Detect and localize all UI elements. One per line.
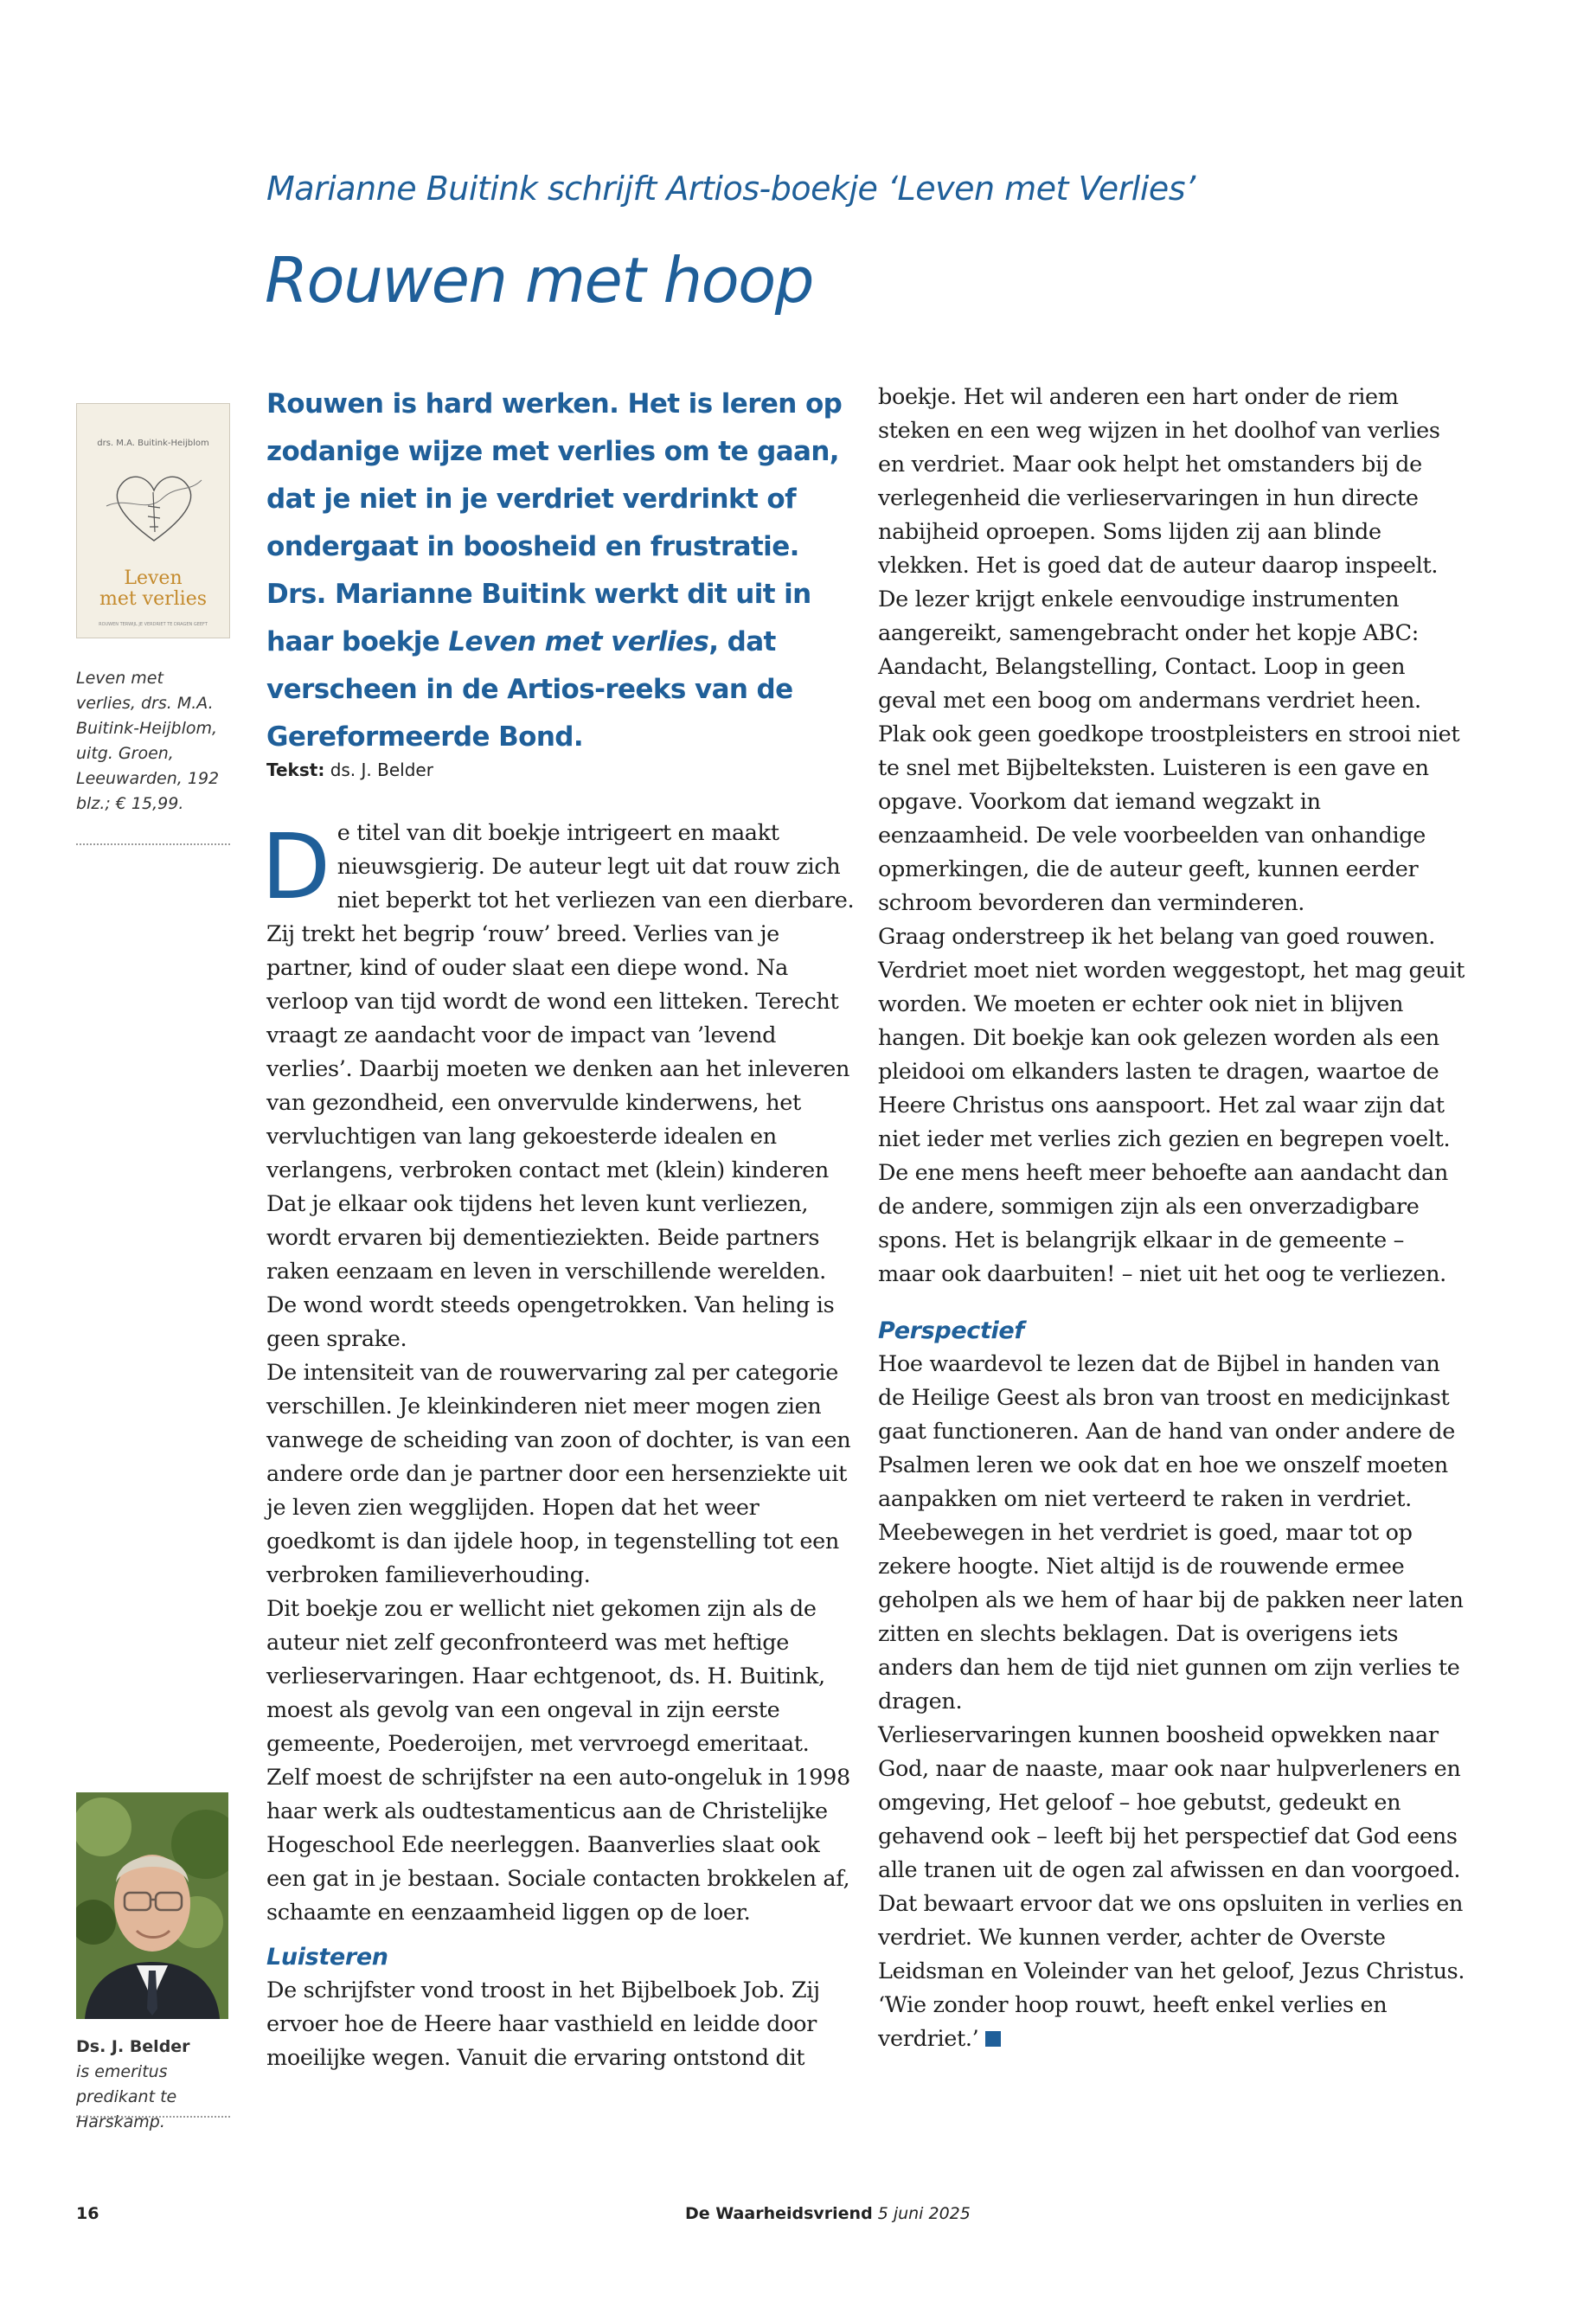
- book-cover-title: Leven met verlies: [99, 567, 208, 610]
- body-column-left: [261, 814, 855, 2075]
- publication-footer: De Waarheidsvriend 5 juni 2025: [685, 2204, 971, 2223]
- article-lead: Rouwen is hard werken. Het is leren op zodanige wijze met verlies om te gaan, dat je niet in je verdriet verdrinkt of ondergaat in boosheid en frustratie. Drs. Marianne Buitink werkt dit uit in haar boekje Leven met verlies, dat verscheen in de Artios-reeks van de Gereformeerde Bond.: [266, 388, 843, 753]
- author-name: Ds. J. Belder: [76, 2037, 190, 2056]
- paragraph: Verlieservaringen kunnen boosheid opwekken naar God, naar de naaste, maar ook naar hulpverleners en omgeving, Het geloof – hoe gebutst, gedeukt en gehavend ook – leeft bij het perspectief dat God eens alle tranen uit de ogen zal afwissen en dan voorgoed. Dat bewaart ervoor dat we ons opsluiten in verlies en verdriet. We kunnen verder, achter de Overste Leidsman en Voleinder van het geloof, Jezus Christus. ‘Wie zonder hoop rouwt, heeft enkel verlies en verdriet.’: [878, 1722, 1465, 2052]
- book-cover-author: drs. M.A. Buitink-Heijblom: [97, 439, 209, 448]
- article-byline: Tekst: ds. J. Belder: [266, 760, 433, 780]
- paragraph: De schrijfster vond troost in het Bijbelboek Job. Zij ervoer hoe de Heere haar vasthield en leidde door moeilijke wegen. Vanuit die ervaring ontstond dit: [266, 1977, 820, 2071]
- book-cover-subtitle: ROUWEN TERWIJL JE VERDRIET TE DRAGEN GEEFT: [99, 622, 208, 627]
- caption-divider: [76, 843, 230, 845]
- paragraph: Graag onderstreep ik het belang van goed rouwen. Verdriet moet niet worden weggestopt, het mag geuit worden. We moeten er echter ook niet in blijven hangen. Dit boekje kan ook gelezen worden als een pleidooi om elkanders lasten te dragen, waartoe de Heere Christus ons aanspoort. Het zal waar zijn dat niet ieder met verlies zich gezien en begrepen voelt. De ene mens heeft meer behoefte aan aandacht dan de andere, sommigen zijn als een onverzadigbare spons. Het is belangrijk elkaar in de gemeente – maar ook daarbuiten! – niet uit het oog te verliezen.: [878, 924, 1465, 1287]
- paragraph: Dit boekje zou er wellicht niet gekomen zijn als de auteur niet zelf geconfronteerd was met heftige verlieservaringen. Haar echtgenoot, ds. H. Buitink, moest als gevolg van een ongeval in zijn eerste gemeente, Poederoijen, met vervroegd emeritaat. Zelf moest de schrijfster na een auto-ongeluk in 1998 haar werk als oudtestamenticus aan de Christelijke Hogeschool Ede neerleggen. Baanverlies slaat ook een gat in je bestaan. Sociale contacten brokkelen af, schaamte en eenzaamheid liggen op de loer.: [266, 1596, 850, 1926]
- book-cover-image: [76, 403, 230, 638]
- paragraph: De intensiteit van de rouwervaring zal per categorie verschillen. Je kleinkinderen niet meer mogen zien vanwege de scheiding van zoon of dochter, is van een andere orde dan je partner door een hersenziekte uit je leven zien wegglijden. Hopen dat het weer goedkomt is dan ijdele hoop, in tegenstelling tot een verbroken familieverhouding.: [266, 1360, 851, 1588]
- end-mark-icon: [985, 2031, 1001, 2047]
- article-kicker: Marianne Buitink schrijft Artios-boekje ‘Leven met Verlies’: [266, 170, 1195, 208]
- subheading-perspectief: Perspectief: [878, 1317, 1024, 1344]
- author-photo: [76, 1792, 228, 2019]
- book-caption: Leven met verlies, drs. M.A. Buitink-Heijblom, uitg. Groen, Leeuwarden, 192 blz.; € 15,99.: [76, 669, 220, 813]
- heart-thread-icon: [103, 454, 205, 558]
- author-role: is emeritus predikant te Harskamp.: [76, 2062, 177, 2131]
- author-divider: [76, 2116, 230, 2118]
- body-column-right: [878, 381, 1466, 2056]
- drop-cap: D: [261, 814, 330, 920]
- paragraph: boekje. Het wil anderen een hart onder de riem steken en een weg wijzen in het doolhof van verlies en verdriet. Maar ook helpt het omstanders bij de verlegenheid die verlieservaringen in hun directe nabijheid oproepen. Soms lijden zij aan blinde vlekken. Het is goed dat de auteur daarop inspeelt. De lezer krijgt enkele eenvoudige instrumenten aangereikt, samengebracht onder het kopje ABC: Aandacht, Belangstelling, Contact. Loop in geen geval met een boog om andermans verdriet heen. Plak ook geen goedkope troostpleisters en strooi niet te snel met Bijbelteksten. Luisteren is een gave en opgave. Voorkom dat iemand wegzakt in eenzaamheid. De vele voorbeelden van onhandige opmerkingen, die de auteur geeft, kunnen eerder schroom bevorderen dan verminderen.: [878, 384, 1460, 916]
- author-caption: [76, 2035, 232, 2135]
- paragraph: Hoe waardevol te lezen dat de Bijbel in handen van de Heilige Geest als bron van troost en medicijnkast gaat functioneren. Aan de hand van onder andere de Psalmen leren we ook dat en hoe we onszelf moeten aanpakken om niet verteerd te raken in verdriet. Meebewegen in het verdriet is goed, maar tot op zekere hoogte. Niet altijd is de rouwende ermee geholpen als we hem of haar bij de pakken neer laten zitten en slechts beklagen. Dat is overigens iets anders dan hem de tijd niet gunnen om zijn verlies te dragen.: [878, 1351, 1464, 1715]
- paragraph: De titel van dit boekje intrigeert en maakt nieuwsgierig. De auteur legt uit dat rouw zich niet beperkt tot het verliezen van een dierbare. Zij trekt het begrip ‘rouw’ breed. Verlies van je partner, kind of ouder slaat een diepe wond. Na verloop van tijd wordt de wond een litteken. Terecht vraagt ze aandacht voor de impact van ’levend verlies’. Daarbij moeten we denken aan het inleveren van gezondheid, een onvervulde kinderwens, het vervluchtigen van lang gekoesterde idealen en verlangens, verbroken contact met (klein) kinderen Dat je elkaar ook tijdens het leven kunt verliezen, wordt ervaren bij dementieziekten. Beide partners raken eenzaam en leven in verschillende werelden. De wond wordt steeds opengetrokken. Van heling is geen sprake.: [261, 814, 855, 1352]
- article-headline: Rouwen met hoop: [265, 244, 813, 317]
- subheading-luisteren: Luisteren: [266, 1944, 388, 1971]
- page-number: 16: [76, 2204, 99, 2223]
